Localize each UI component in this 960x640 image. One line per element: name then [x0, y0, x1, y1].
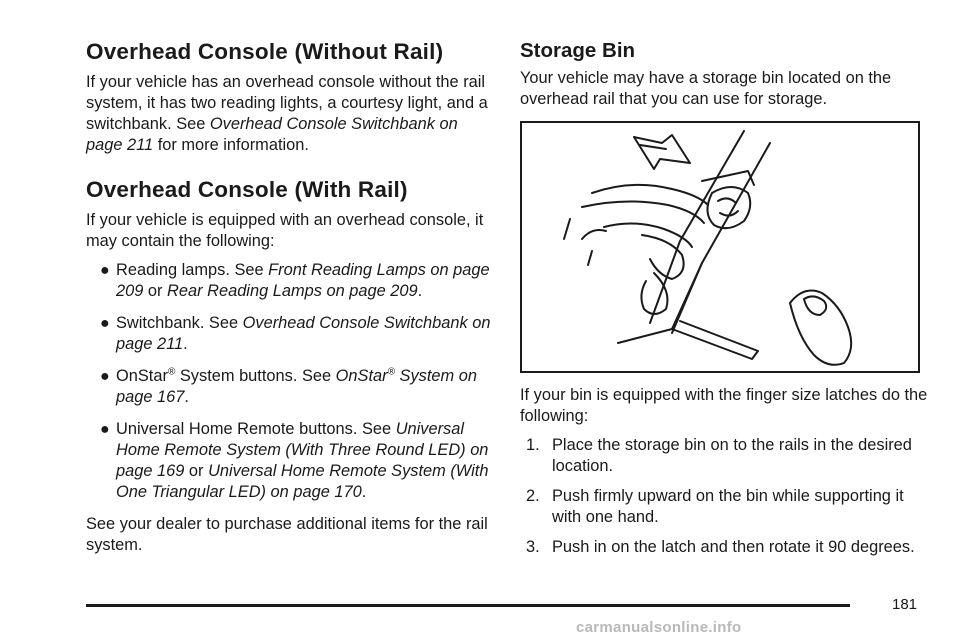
item-text: System buttons. See — [175, 367, 336, 385]
thumb — [790, 291, 851, 365]
direction-arrow-icon — [634, 135, 690, 169]
item-text: OnStar — [116, 367, 168, 385]
page-number: 181 — [892, 596, 918, 613]
footer-rule — [86, 604, 850, 607]
step-text: Push in on the latch and then rotate it 90 degrees. — [552, 538, 915, 556]
list-item — [86, 313, 496, 355]
item-text: . — [417, 282, 423, 300]
step-number: 1. — [526, 436, 540, 454]
item-text: . — [184, 388, 189, 406]
cross-reference: Overhead Console Switchbank on page 211 — [86, 115, 458, 154]
list-item — [86, 419, 496, 503]
right-column — [520, 38, 928, 567]
step-text: Place the storage bin on to the rails in the desired location. — [552, 436, 912, 475]
paragraph-latches: If your bin is equipped with the finger size latches do the following: — [520, 386, 928, 425]
item-text: Switchbank. See — [116, 314, 243, 332]
cross-reference: Universal Home Remote System (With One Triangular LED) on page 170 — [116, 462, 489, 501]
step-item — [520, 435, 928, 477]
step-number: 2. — [526, 487, 540, 505]
ref-text: System on page 167 — [116, 367, 477, 406]
bullet-icon: ● — [100, 262, 110, 279]
ref-text: OnStar — [335, 367, 388, 385]
paragraph-storage-bin: Your vehicle may have a storage bin located on the overhead rail that you can use for storage. — [520, 69, 892, 108]
bullet-icon: ● — [100, 315, 110, 332]
paragraph-with-rail: If your vehicle is equipped with an overhead console, it may contain the following: — [86, 211, 484, 250]
cross-reference: Universal Home Remote System (With Three Round LED) on page 169 — [116, 420, 489, 480]
left-column — [86, 38, 496, 556]
item-text: Reading lamps. See — [116, 261, 269, 279]
step-number: 3. — [526, 538, 540, 556]
item-text: . — [183, 335, 188, 353]
cross-reference: Overhead Console Switchbank on page 211 — [116, 314, 491, 353]
item-text: . — [361, 483, 367, 501]
step-item — [520, 537, 928, 558]
watermark: carmanualsonline.info — [576, 619, 742, 636]
para-text: for more information. — [153, 136, 309, 154]
bullet-icon: ● — [100, 421, 110, 438]
heading-overhead-console-with-rail: Overhead Console (With Rail) — [86, 177, 408, 202]
bullet-icon: ● — [100, 368, 110, 385]
para-text: If your vehicle has an overhead console without the rail system, it has two reading lights, a courtesy light, and a switchbank. See — [86, 73, 488, 133]
cross-reference: Rear Reading Lamps on page 209 — [167, 282, 418, 300]
step-text: Push firmly upward on the bin while supporting it with one hand. — [552, 487, 904, 526]
storage-bin-illustration — [520, 121, 920, 373]
registered-mark: ® — [167, 366, 176, 378]
step-item — [520, 486, 928, 528]
steps-list — [520, 435, 928, 558]
paragraph-dealer: See your dealer to purchase additional items for the rail system. — [86, 515, 488, 554]
heading-storage-bin: Storage Bin — [520, 39, 636, 62]
registered-mark: ® — [387, 366, 395, 378]
feature-list — [86, 260, 496, 503]
list-item — [86, 260, 496, 302]
item-text: Universal Home Remote buttons. See — [116, 420, 396, 438]
cross-reference: Front Reading Lamps on page 209 — [116, 261, 490, 300]
latch — [707, 187, 750, 228]
paragraph-without-rail — [86, 72, 496, 156]
item-text: or — [184, 462, 209, 480]
hand-latch-drawing — [522, 123, 920, 373]
heading-overhead-console-without-rail: Overhead Console (Without Rail) — [86, 39, 444, 64]
list-item — [86, 366, 496, 408]
item-text: or — [143, 282, 168, 300]
